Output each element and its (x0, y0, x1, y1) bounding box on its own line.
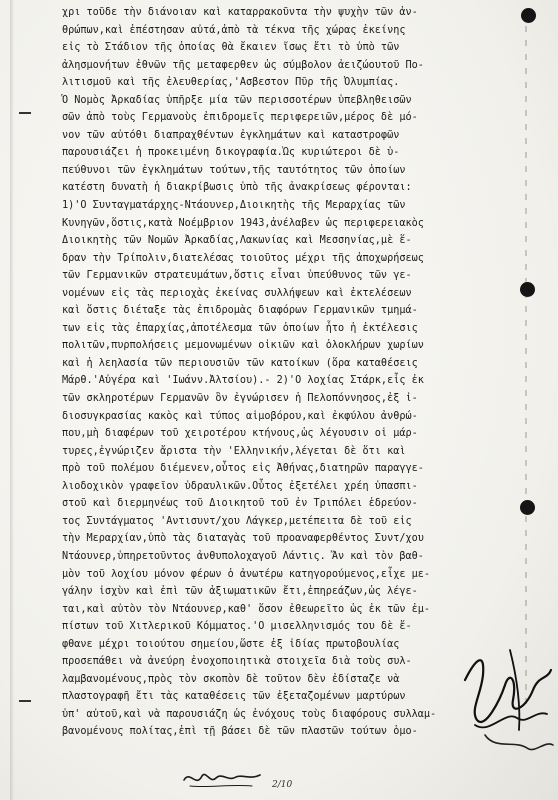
text-line: τος Συντάγματος 'Αντισυντ/χου Λάγκερ,μετέπειτα δὲ τοῦ εἰς (62, 515, 412, 527)
text-line: προσεπάθει νὰ ἀνεύρη ἐνοχοποιητικὰ στοιχεῖα διὰ τοὺς συλ- (62, 656, 412, 668)
text-line: ὑπ' αὐτοῦ,καὶ νὰ παρουσιάζη ὡς ἐνόχους τοὺς διαφόρους συλλαμ- (62, 708, 437, 720)
text-line: καὶ ἡ λεηλασία τῶν περιουσιῶν τῶν κατοίκων (ὅρα καταθέσεις (62, 357, 418, 369)
text-line: κατέστη δυνατὴ ἡ διακρίβωσις ὑπὸ τῆς ἀνακρίσεως φέρονται: (62, 182, 412, 194)
text-line: νον τῶν αὐτόθι διαπραχθέντων ἐγκλημάτων καὶ καταστροφῶν (62, 129, 400, 141)
punch-hole (520, 282, 535, 297)
text-line: πεύθυνοι τῶν ἐγκλημάτων τούτων,τῆς ταυτότητος τῶν ὁποίων (62, 164, 406, 176)
text-line: τὴν Μεραρχίαν,ὑπὸ τὰς διαταγὰς τοῦ προαναφερθέντος Συντ/χου (62, 533, 424, 545)
text-line: τυρες,ἐγνώριζεν ἄριστα τὴν 'Ελληνικήν,λέγεται δὲ ὅτι καὶ (62, 445, 406, 457)
text-line: που,μὴ διαφέρων τοῦ χειροτέρου κτήνους,ὡς λέγουσιν οἱ μάρ- (62, 428, 418, 440)
text-line: τῶν Γερμανικῶν στρατευμάτων,ὅστις εἶναι ὑπεύθυνος τῶν γε- (62, 270, 412, 282)
text-line: πίστων τοῦ Χιτλερικοῦ Κόμματος.'Ο μισελληνισμός του δὲ ἔ- (62, 621, 412, 633)
text-line: ται,καὶ αὐτὸν τὸν Ντάουνερ,καθ' ὅσον ἐθεωρεῖτο ὡς ἐκ τῶν ἐμ- (62, 603, 431, 615)
page-number-mark: 2/10 (272, 780, 293, 790)
text-line: δραν τὴν Τρίπολιν,διατελέσας τοιοῦτος μέχρι τῆς ἀποχωρήσεως (62, 252, 424, 264)
text-line: Κυνηγῶν,ὅστις,κατὰ Νοέμβριον 1943,ἀνέλαβεν ὡς περιφερειακὸς (62, 217, 424, 229)
text-line: Διοικητὴς τῶν Νομῶν Ἀρκαδίας,Λακωνίας καὶ Μεσσηνίας,μὲ ἕ- (62, 235, 412, 247)
text-line: των εἰς τὰς ἐπαρχίας,ἀποτέλεσμα τῶν ὁποίων ἦτο ἡ ἐκτέλεσις (62, 322, 418, 334)
typewritten-text-body (62, 4, 482, 741)
text-line: 1)'Ο Συνταγματάρχης-Ντάουνερ,Διοικητὴς τῆς Μεραρχίας τῶν (62, 200, 406, 212)
text-line: παρουσιάζει ἡ προκειμένη δικογραφία.Ὡς κυριώτεροι δὲ ὑ- (62, 147, 400, 159)
text-line: φθανε μέχρι τοιούτου σημείου,ὥστε ἐξ ἰδίας πρωτοβουλίας (62, 638, 400, 650)
text-line: διοσυγκρασίας κακὸς καὶ τύπος αἱμοβόρου,καὶ ἐκφύλου ἀνθρώ- (62, 410, 418, 422)
handwritten-signature-right (455, 640, 558, 770)
text-line: στοῦ καὶ διερμηνέως τοῦ Διοικητοῦ τοῦ ἐν Τριπόλει ἑδρεύον- (62, 498, 418, 510)
text-line: νομένων εἰς τὰς περιοχὰς ἐκείνας συλλήψεων καὶ ἐκτελέσεων (62, 287, 412, 299)
text-line: ἀλησμονήτων ἐθνῶν τῆς μεταφερθεν ὡς σύμβολον ἀειζώουτοῦ Πο- (62, 59, 424, 71)
text-line: καὶ ὅστις διέταξε τὰς ἐπιδρομὰς διαφόρων Γερμανικῶν τμημά- (62, 305, 418, 317)
scan-edge-mark (525, 12, 527, 712)
text-line: λιτισμοῦ καὶ τῆς ἐλευθερίας,'Ασβεστον Πῦρ τῆς Ὀλυμπίας. (62, 77, 400, 89)
margin-mark (19, 112, 31, 114)
text-line: γάλην ἰσχὺν καὶ ἐπὶ τῶν ἀξιωματικῶν ἔτι,ἐπηρεάζων,ὡς λέγε- (62, 586, 418, 598)
punch-hole (520, 500, 535, 515)
text-line: σῶν ἀπὸ τοὺς Γερμανοὺς ἐπιδρομεῖς περιφερειῶν,μέρος δὲ μό- (62, 112, 418, 124)
text-line: μὸν τοῦ λοχίου μόνον φέρων ὁ ἀνωτέρω κατηγορούμενος,εἶχε με- (62, 568, 431, 580)
text-line: πολιτῶν,πυρπολήσεις μεμονωμένων οἰκιῶν καὶ ὁλοκλήρων χωρίων (62, 340, 424, 352)
text-line: λαμβανομένους,πρὸς τὸν σκοπὸν δὲ τοῦτον δὲν ἐδίσταζε νὰ (62, 673, 400, 685)
text-line: τῶν σκληροτέρων Γερμανῶν ὃν ἐγνώρισεν ἡ Πελοπόννησος,ἐξ ἰ- (62, 393, 418, 405)
text-line: χρι τοῦδε τὴν διάνοιαν καὶ καταρρακοῦντα τὴν ψυχὴν τῶν ἀν- (62, 7, 418, 18)
margin-mark (19, 700, 31, 702)
text-line: βανομένους πολίτας,ἐπὶ τῇ βάσει δὲ τῶν πλαστῶν τούτων ὁμο- (62, 726, 418, 738)
text-line: πλαστογραφῆ ἔτι τὰς καταθέσεις τῶν ἐξεταζομένων μαρτύρων (62, 691, 406, 703)
text-line: εἰς τὸ Στάδιον τῆς ὁποίας θὰ ἔκαιεν ἴσως ἔτι τὸ ὑπὸ τῶν (62, 42, 400, 54)
text-line: θρώπων,καὶ ἐπέστησαν αὐτά,ἀπὸ τὰ τέκνα τῆς χώρας ἐκείνης (62, 24, 406, 36)
text-line: Ὁ Νομὸς Ἀρκαδίας ὑπῆρξε μία τῶν περισσοτέρων ὑπεβληθεισῶν (62, 94, 412, 106)
text-line: λιοδοχικὸν γραφεῖον ὑδραυλικῶν.Οὗτος ἐξετέλει χρέη ὑπασπι- (62, 480, 418, 492)
handwritten-initials-bottom (180, 766, 270, 790)
text-line: Ντάουνερ,ὑπηρετοῦντος ἀνθυπολοχαγοῦ Λάντις. Ἄν καὶ τὸν βαθ- (62, 550, 424, 562)
text-line: Μάρθ.'Αὐγέρα καὶ 'Ιωάνν.Ἀλτσίου).- 2)'Ο λοχίας Στάρκ,εἷς ἐκ (62, 375, 424, 387)
punch-hole (521, 8, 536, 23)
text-line: πρὸ τοῦ πολέμου διέμενεν,οὗτος εἰς Ἀθήνας,διατηρῶν παραγγε- (62, 463, 424, 475)
page-fold-shadow (10, 0, 14, 800)
